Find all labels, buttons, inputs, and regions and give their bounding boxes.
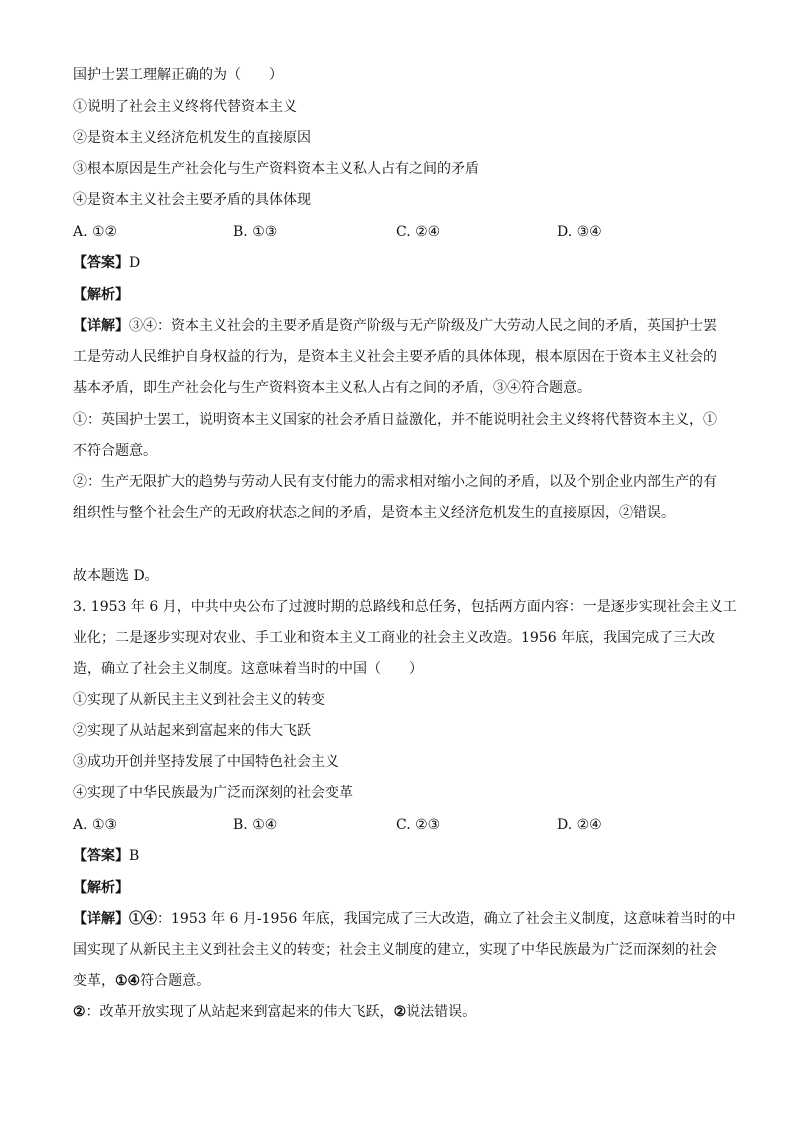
q3-stem-line-2: 业化；二是逐步实现对农业、手工业和资本主义工商业的社会主义改造。1956 年底，我国完成了三大改 [73, 630, 716, 646]
q3-analysis-label: 【解析】 [73, 880, 129, 896]
q3-stem-line-3: 造，确立了社会主义制度。这意味着当时的中国（ ） [73, 661, 423, 677]
answer-tag: 【答案】 [73, 255, 129, 271]
detail-line-4: ①：英国护士罢工，说明资本主义国家的社会矛盾日益激化，并不能说明社会主义终将代替资本主义，① [73, 412, 717, 428]
q3-statement-3: ③成功开创并坚持发展了中国特色社会主义 [73, 754, 339, 770]
q3-detail-line-4 [73, 1002, 476, 1022]
option-d: D. ③④ [557, 224, 602, 240]
q3-option-b: B. ①④ [233, 817, 278, 833]
q3-answer-value: B [129, 848, 140, 864]
q3-stem-line-1: 3. 1953 年 6 月，中共中央公布了过渡时期的总路线和总任务，包括两方面内容：一是逐步实现社会主义工 [73, 599, 737, 615]
q3-detail-line-3 [73, 971, 210, 991]
q3-detail-bold: ①④ [129, 911, 157, 927]
q3-detail-l4-bold: ② [73, 1004, 86, 1020]
q3-option-c: C. ②③ [396, 817, 441, 833]
q3-detail-text: ：1953 年 6 月-1956 年底，我国完成了三大改造，确立了社会主义制度，这意味着当时的中 [157, 911, 736, 927]
analysis-tag [73, 285, 129, 305]
q3-detail-line-1 [73, 909, 736, 929]
detail-line-5: 不符合题意。 [73, 443, 157, 459]
q3-statement-2: ②实现了从站起来到富起来的伟大飞跃 [73, 723, 311, 739]
detail-line-6: ②：生产无限扩大的趋势与劳动人民有支付能力的需求相对缩小之间的矛盾，以及个别企业内部生产的有 [73, 474, 717, 490]
q3-detail-l4-rest: 说法错误。 [406, 1004, 477, 1020]
statement-2: ②是资本主义经济危机发生的直接原因 [73, 130, 311, 146]
detail-line-2: 工是劳动人民维护自身权益的行为，是资本主义社会主要矛盾的具体体现，根本原因在于资本主义社会的 [73, 349, 717, 365]
statement-4: ④是资本主义社会主要矛盾的具体体现 [73, 192, 311, 208]
answer-line [73, 253, 140, 273]
q3-detail-l3-bold: ①④ [115, 973, 141, 989]
q3-analysis-tag [73, 878, 129, 898]
q3-detail-l3-rest: 符合题意。 [140, 973, 211, 989]
q3-statement-1: ①实现了从新民主主义到社会主义的转变 [73, 692, 325, 708]
q3-detail-l4-mid: ：改革开放实现了从站起来到富起来的伟大飞跃， [85, 1004, 394, 1020]
statement-1: ①说明了社会主义终将代替资本主义 [73, 99, 297, 115]
detail-line-7: 组织性与整个社会生产的无政府状态之间的矛盾，是资本主义经济危机发生的直接原因，②错误。 [73, 505, 675, 521]
q3-answer-line [73, 846, 139, 866]
q3-option-d: D. ②④ [557, 817, 602, 833]
q3-detail-tag: 【详解】 [73, 911, 129, 927]
detail-line-3: 基本矛盾，即生产社会化与生产资料资本主义私人占有之间的矛盾，③④符合题意。 [73, 380, 591, 396]
analysis-label: 【解析】 [73, 287, 129, 303]
detail-tag: 【详解】 [73, 318, 129, 334]
answer-value: D [129, 255, 141, 271]
detail-line-1 [73, 316, 717, 336]
q3-detail-l4-bold2: ② [393, 1004, 407, 1020]
q3-statement-4: ④实现了中华民族最为广泛而深刻的社会变革 [73, 785, 353, 801]
option-b: B. ①③ [233, 224, 278, 240]
q3-detail-l3-pre: 变革， [73, 973, 115, 989]
statement-3: ③根本原因是生产社会化与生产资料资本主义私人占有之间的矛盾 [73, 161, 479, 177]
q3-answer-tag: 【答案】 [73, 848, 129, 864]
question-stem: 国护士罢工理解正确的为（ ） [73, 67, 283, 83]
q3-detail-line-2: 国实现了从新民主主义到社会主义的转变；社会主义制度的建立，实现了中华民族最为广泛而深刻的社会 [73, 942, 717, 958]
q3-option-a: A. ①③ [73, 817, 118, 833]
detail-text: ③④：资本主义社会的主要矛盾是资产阶级与无产阶级及广大劳动人民之间的矛盾，英国护士罢 [129, 318, 717, 334]
option-a: A. ①② [73, 224, 118, 240]
conclusion: 故本题选 D。 [73, 568, 159, 584]
option-c: C. ②④ [396, 224, 441, 240]
